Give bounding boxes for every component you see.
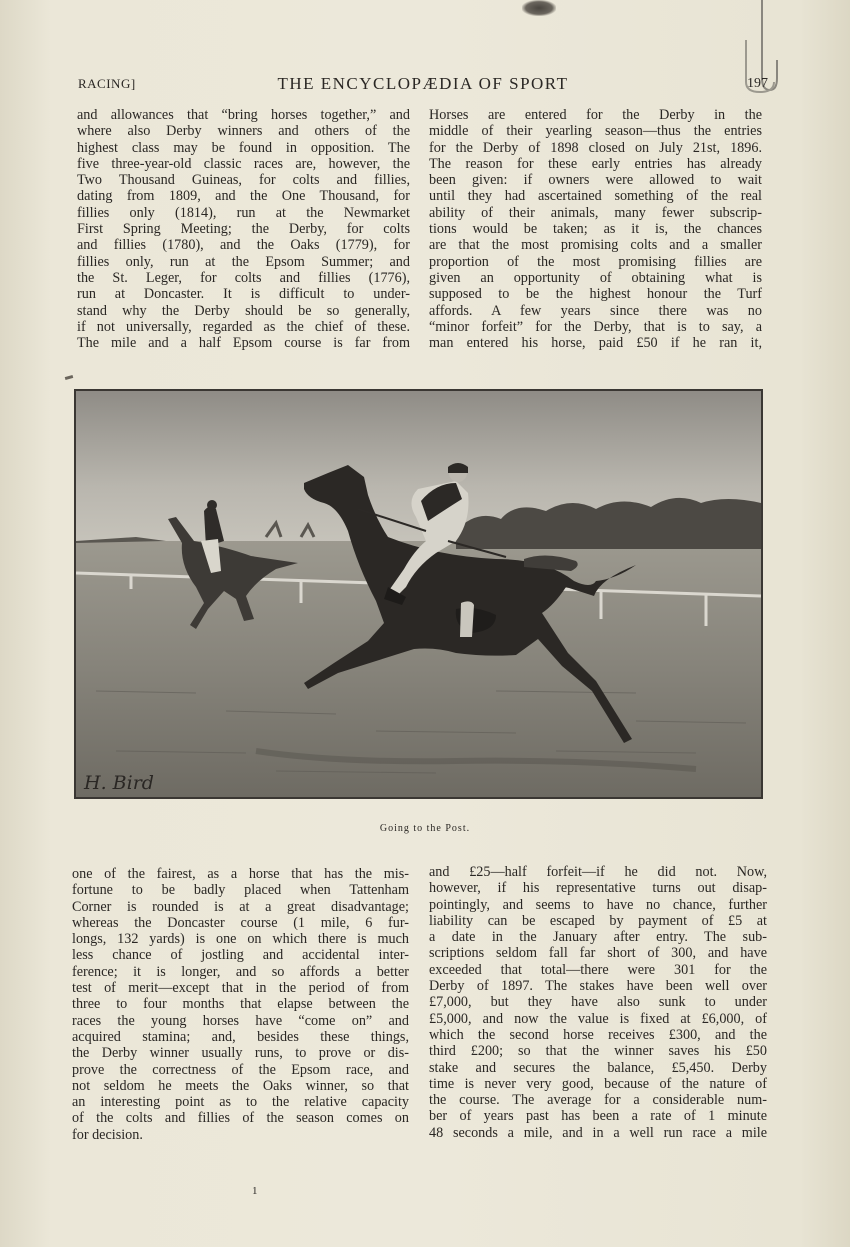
text-line: and £25—half forfeit—if he did not. Now, <box>429 864 767 880</box>
text-line: a date in the January after entry. The sub- <box>429 929 767 946</box>
paragraph <box>429 107 762 351</box>
text-line: for the Derby of 1898 closed on July 21st, 1896. <box>429 139 762 156</box>
artist-signature: H. Bird <box>84 772 154 794</box>
text-line: pointingly, and seems to have no chance, further <box>429 896 767 913</box>
ink-speck <box>65 375 74 380</box>
illustration-frame <box>74 389 763 799</box>
text-line: middle of their yearling season—thus the entries <box>429 123 762 140</box>
text-line: given an opportunity of obtaining what is <box>429 269 762 286</box>
text-line: however, if his representative turns out disap- <box>429 880 767 897</box>
text-line: longs, 132 yards) is one on which there is much <box>72 931 409 948</box>
text-line: an interesting point as to the relative capacity <box>72 1094 409 1111</box>
text-line: the course. The average for a considerable num- <box>429 1092 767 1109</box>
text-line: for decision. <box>72 1126 143 1143</box>
text-column-bottom-left <box>72 866 409 1143</box>
text-line: fortune to be badly placed when Tattenham <box>72 882 409 899</box>
book-title: THE ENCYCLOPÆDIA OF SPORT <box>277 74 569 93</box>
text-line: man entered his horse, paid £50 if he ran it, <box>429 335 762 352</box>
text-line: if not universally, regarded as the chief of these. <box>77 318 410 335</box>
text-line: The reason for these early entries has already <box>429 155 762 172</box>
text-line: Corner is rounded is at a great disadvantage; <box>72 898 409 915</box>
signature-mark: 1 <box>252 1185 258 1197</box>
text-line: acquired stamina; and, besides these things, <box>72 1028 409 1045</box>
racehorse-illustration <box>76 391 761 797</box>
text-line: of the colts and fillies of the season comes on <box>72 1110 409 1127</box>
text-line: fillies only, run at the Epsom Summer; and <box>77 253 410 270</box>
text-line: the St. Leger, for colts and fillies (1776), <box>77 269 410 286</box>
text-line: £5,000, and now the value is fixed at £6,000, of <box>429 1010 767 1027</box>
text-line: affords. A few years since there was no <box>429 302 762 319</box>
text-line: third £200; so that the winner saves his £50 <box>429 1043 767 1060</box>
text-line: Horses are entered for the Derby in the <box>429 107 762 123</box>
text-line: whereas the Doncaster course (1 mile, 6 fur- <box>72 914 409 931</box>
text-line: liability can be escaped by payment of £5 at <box>429 912 767 929</box>
text-line: and allowances that “bring horses together,” and <box>77 107 410 123</box>
text-line: supposed to be the highest honour the Turf <box>429 286 762 303</box>
text-line: prove the correctness of the Epsom race, and <box>72 1061 409 1078</box>
text-line: exceeded that total—there were 301 for the <box>429 961 767 978</box>
text-column-top-left <box>77 107 410 351</box>
text-line: ber of years past has been a rate of 1 minute <box>429 1108 767 1125</box>
text-line: 48 seconds a mile, and in a well run race a mile <box>429 1124 767 1141</box>
text-line: less chance of jostling and accidental inter- <box>72 947 409 964</box>
text-line: Two Thousand Guineas, for colts and fillies, <box>77 172 410 189</box>
text-line: one of the fairest, as a horse that has the mis- <box>72 866 409 882</box>
page-number: 197 <box>747 76 768 91</box>
text-line: races the young horses have “come on” and <box>72 1012 409 1029</box>
text-line: ference; it is longer, and so affords a better <box>72 963 409 980</box>
text-line: five three-year-old classic races are, however, the <box>77 155 410 172</box>
text-line: until they had ascertained something of the real <box>429 188 762 205</box>
text-column-bottom-right <box>429 864 767 1141</box>
text-line: stake and secures the balance, £5,450. Derby <box>429 1059 767 1076</box>
running-header <box>78 76 768 98</box>
text-line: £7,000, but they have also sunk to under <box>429 994 767 1011</box>
text-line: ability of their animals, many fewer subscrip- <box>429 204 762 221</box>
text-line: not seldom he meets the Oaks winner, so that <box>72 1077 409 1094</box>
text-line: First Spring Meeting; the Derby, for colts <box>77 221 410 238</box>
ink-blot <box>522 0 556 16</box>
text-column-top-right <box>429 107 762 351</box>
text-line: fillies only (1814), run at the Newmarket <box>77 204 410 221</box>
text-line: which the second horse receives £300, and the <box>429 1026 767 1043</box>
paragraph <box>77 107 410 351</box>
text-line: dating from 1809, and the One Thousand, for <box>77 188 410 205</box>
text-line: stand why the Derby should be so generally, <box>77 302 410 319</box>
text-line: Derby of 1897. The stakes have been well over <box>429 978 767 995</box>
text-line: proportion of the most promising fillies are <box>429 253 762 270</box>
paragraph <box>72 866 409 1143</box>
text-line: run at Doncaster. It is difficult to under- <box>77 286 410 303</box>
text-line: the Derby winner usually runs, to prove or dis- <box>72 1045 409 1062</box>
text-line: tions would be taken; as it is, the chances <box>429 221 762 238</box>
text-line: highest class may be found in opposition. The <box>77 139 410 156</box>
text-line: and fillies (1780), and the Oaks (1779), for <box>77 237 410 254</box>
text-line: The mile and a half Epsom course is far from <box>77 335 410 352</box>
paragraph <box>429 864 767 1141</box>
figure-caption: Going to the Post. <box>379 823 471 834</box>
text-line: “minor forfeit” for the Derby, that is to say, a <box>429 318 762 335</box>
text-line: test of merit—except that in the period of from <box>72 980 409 997</box>
text-line: been given: if owners were allowed to wait <box>429 172 762 189</box>
text-line: where also Derby winners and others of the <box>77 123 410 140</box>
text-line: time is never very good, because of the nature of <box>429 1075 767 1092</box>
section-label: RACING] <box>78 76 136 91</box>
text-line: scriptions seldom fall far short of 300, and have <box>429 945 767 962</box>
text-line: are that the most promising colts and a smaller <box>429 237 762 254</box>
text-line: three to four months that elapse between the <box>72 996 409 1013</box>
